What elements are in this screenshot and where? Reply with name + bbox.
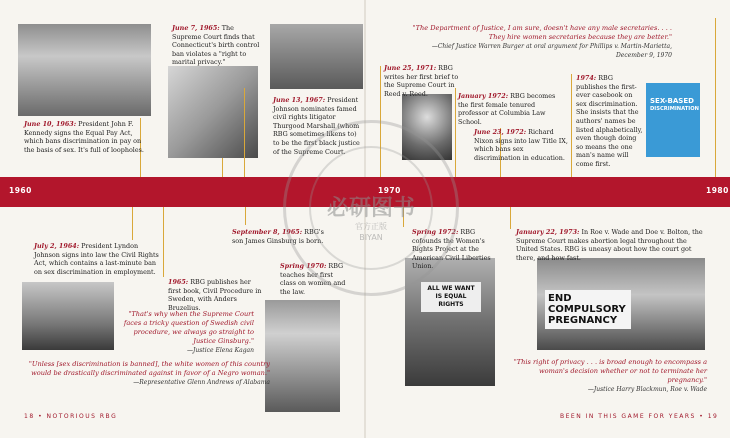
event-text: RBG's son James Ginsburg is born.: [232, 228, 324, 245]
event-equal-pay-act: [24, 120, 152, 154]
quote-text: "The Department of Justice, I am sure, doesn't have any male secretaries. . . . They hire women secretaries because they are better.": [412, 24, 672, 41]
quote-burger: [412, 24, 672, 60]
footer-left: [24, 413, 117, 420]
connector-line: [222, 158, 223, 177]
event-date: 1965:: [168, 278, 189, 286]
event-text: RBG writes her first brief to the Supreme Court in Reed v. Reed.: [384, 64, 459, 98]
quote-attribution: —Representative Glenn Andrews of Alabama: [133, 379, 270, 386]
photo-marshall-nomination: [270, 24, 363, 89]
event-date: June 13, 1967:: [273, 96, 326, 104]
connector-line: [244, 88, 245, 177]
watermark-main-text: 必研图书: [326, 196, 415, 221]
photo-civil-rights-signing: [22, 282, 114, 350]
footer-right: [560, 413, 718, 420]
watermark-en-text: BIYAN: [359, 233, 383, 242]
event-birth-control-ruling: [172, 24, 264, 67]
protest-sign-equal-rights: ALL WE WANT IS EQUAL RIGHTS: [421, 282, 481, 312]
quote-text: "Unless [sex discrimination is banned], the white women of this country would be drastically discriminated against in favor of a Negro woman.": [28, 360, 270, 377]
event-date: January 1972:: [458, 92, 509, 100]
event-date: January 22, 1973:: [516, 228, 580, 236]
event-first-book: [168, 278, 264, 312]
event-text: RBG publishes her first book, Civil Procedure in Sweden, with Anders Bruzelius.: [168, 278, 262, 312]
event-date: Spring 1970:: [280, 262, 327, 270]
connector-line: [571, 74, 572, 177]
event-first-casebook: [576, 74, 644, 169]
running-title-left: NOTORIOUS RBG: [46, 413, 118, 420]
quote-attribution: —Justice Harry Blackmun, Roe v. Wade: [587, 386, 707, 393]
event-date: July 2, 1964:: [34, 242, 80, 250]
event-date: June 10, 1963:: [24, 120, 77, 128]
event-title-ix: [474, 128, 570, 162]
event-roe-v-wade: [516, 228, 706, 262]
photo-march-signs: [265, 300, 340, 412]
quote-text: "This right of privacy . . . is broad enough to encompass a woman's decision whether or not to terminate her pregnancy.": [513, 358, 707, 384]
timeline-year-end: 1980: [706, 186, 729, 195]
quote-blackmun: [505, 358, 707, 394]
watermark-stamp: [283, 120, 459, 296]
event-text: The Supreme Court finds that Connecticut's birth control ban violates a "right to marital privacy.": [172, 24, 260, 67]
connector-line: [245, 207, 246, 225]
footer-separator: •: [38, 413, 47, 420]
event-text: Richard Nixon signs into law Title IX, which bans sex discrimination in education.: [474, 128, 568, 162]
event-date: June 25, 1971:: [384, 64, 437, 72]
event-text: President Lyndon Johnson signs into law the Civil Rights Act, which contains a last-minute ban on sex discrimination in employment.: [34, 242, 159, 276]
timeline-year-start: 1960: [9, 186, 32, 195]
event-date: Spring 1972:: [412, 228, 459, 236]
connector-line: [715, 18, 716, 177]
protest-sign-end-compulsory-pregnancy: END COMPULSORY PREGNANCY: [545, 290, 631, 329]
quote-kagan: [116, 310, 254, 355]
quote-andrews: [22, 360, 270, 387]
event-text: President John F. Kennedy signs the Equal Pay Act, which bans discrimination in pay on the basis of sex. It's full of loopholes.: [24, 120, 144, 154]
book-cover-title-line2: DISCRIMINATION: [650, 106, 699, 112]
event-date: June 23, 1972:: [474, 128, 527, 136]
quote-attribution: —Chief Justice Warren Burger at oral argument for Phillips v. Martin-Marietta, December 9, 1970: [431, 43, 672, 59]
timeline-year-mid: 1970: [378, 186, 401, 195]
photo-end-compulsory-pregnancy: [537, 258, 705, 350]
quote-attribution: —Justice Elena Kagan: [186, 347, 254, 354]
event-text: President Johnson nominates famed civil rights litigator Thurgood Marshall (whom RBG sometimes likens to) to be the first black justice of the Supreme Court.: [273, 96, 360, 156]
photo-equal-pay-act-signing: [18, 24, 151, 116]
event-date: 1974:: [576, 74, 597, 82]
connector-line: [455, 88, 456, 177]
page-number-right: 19: [707, 413, 719, 420]
watermark-sub-text: 官方正版: [355, 222, 387, 231]
event-columbia-tenure: [458, 92, 556, 126]
event-text: RBG teaches her first class on women and the law.: [280, 262, 346, 296]
book-cover-sex-based-discrimination: [646, 83, 700, 157]
book-cover-title-line1: SEX-BASED: [650, 97, 694, 105]
quote-text: "That's why when the Supreme Court faces a tricky question of Swedish civil procedure, we always go straight to Justice Ginsburg.": [123, 310, 254, 345]
running-title-right: BEEN IN THIS GAME FOR YEARS: [560, 413, 696, 420]
event-civil-rights-act: [34, 242, 164, 276]
footer-separator: •: [699, 413, 708, 420]
page-number-left: 18: [24, 413, 35, 420]
event-text: RBG cofounds the Women's Rights Project at the American Civil Liberties Union.: [412, 228, 491, 271]
event-text: RBG becomes the first female tenured professor at Columbia Law School.: [458, 92, 556, 126]
event-text: In Roe v. Wade and Doe v. Bolton, the Supreme Court makes abortion legal throughout the United States. RBG is uneasy about how the court got there, and how fast.: [516, 228, 703, 262]
connector-line: [510, 207, 511, 229]
connector-line: [132, 207, 133, 240]
event-reed-brief: [384, 64, 464, 98]
event-date: September 8, 1965:: [232, 228, 303, 236]
event-date: June 7, 1965:: [172, 24, 220, 32]
event-text: RBG publishes the first-ever casebook on sex discrimination. She insists that the authors' names be listed alphabetically, even though doing so means the one man's name will come first.: [576, 74, 643, 168]
